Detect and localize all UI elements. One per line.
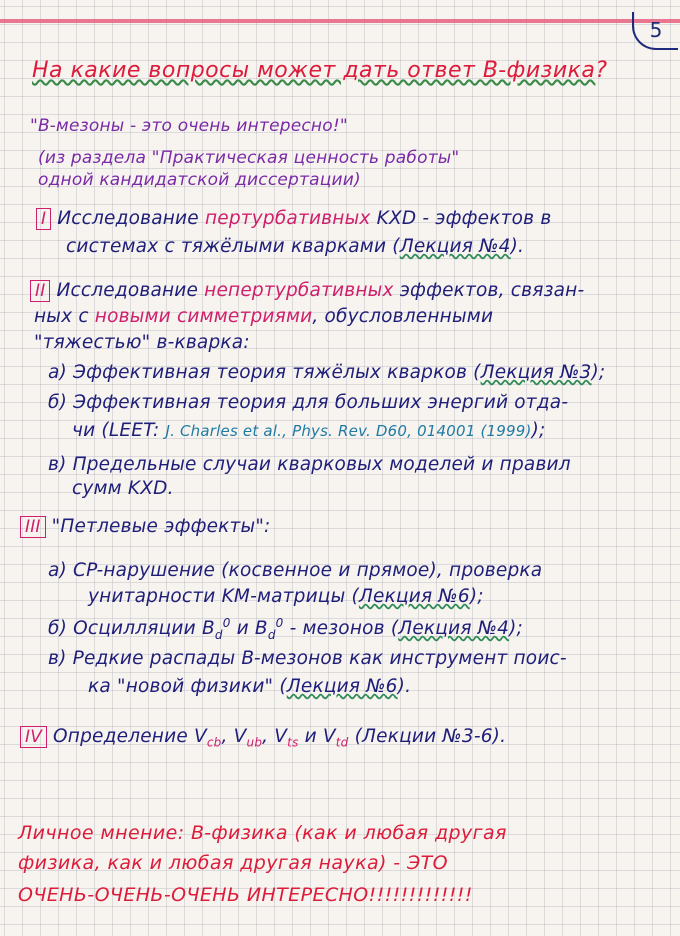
page-number: 5	[632, 12, 678, 50]
section4-sep-1: , V	[221, 726, 247, 747]
section2-line-3: "тяжестью" в-кварка:	[34, 332, 250, 353]
section2-item-a	[48, 362, 605, 383]
section4-sub-ts: ts	[287, 735, 299, 750]
section1-line-2	[66, 236, 524, 257]
title-part-1: На какие вопросы может дать ответ	[32, 58, 483, 83]
section2-item-b-line-2	[72, 420, 545, 441]
section2-text-d: ных с	[34, 306, 95, 327]
section2-text-e: , обусловленными	[312, 306, 494, 327]
section4-sub-td: td	[335, 735, 349, 750]
roman-numeral-4: IV	[20, 726, 47, 748]
section1-text-c: KXD - эффектов в	[370, 208, 552, 229]
section3-item-c-end: ).	[397, 676, 412, 697]
section3-item-a-text: унитарности KM-матрицы (	[88, 586, 359, 607]
section3-item-b-sub-1: d	[214, 627, 223, 642]
section3-item-a-line-2	[88, 586, 484, 607]
section1-text-d: системах с тяжёлыми кварками (	[66, 236, 400, 257]
section2-line-2	[34, 306, 493, 327]
final-line-2: физика, как и любая другая наука) - ЭТО	[18, 852, 448, 874]
final-line-3: ОЧЕНЬ-ОЧЕНЬ-ОЧЕНЬ ИНТЕРЕСНО!!!!!!!!!!!!!	[18, 884, 473, 906]
title-part-2: B-физика	[482, 58, 596, 83]
section3-heading-text: "Петлевые эффекты":	[51, 516, 271, 537]
section3-item-b-sub-2: d	[267, 627, 276, 642]
section2-citation: J. Charles et al., Phys. Rev. D60, 014001 (1999)	[165, 422, 532, 440]
section4-sep-3: и V	[298, 726, 336, 747]
section3-item-b-text-b: и B	[230, 618, 268, 640]
margin-line	[0, 19, 680, 23]
section1-highlight: пертурбативных	[204, 208, 371, 229]
quote-line-3: одной кандидатской диссертации)	[38, 170, 361, 190]
section4-text-b: (	[348, 726, 363, 747]
section3-item-a-end: );	[469, 586, 484, 607]
section3-item-a-line-1: а) CP-нарушение (косвенное и прямое), проверка	[48, 560, 543, 581]
section3-item-b-sup-2: 0	[275, 616, 284, 630]
quote-line-2: (из раздела "Практическая ценность работы"	[38, 148, 460, 168]
section3-item-a-ref: Лекция №6	[358, 586, 470, 607]
page-title	[32, 58, 608, 83]
section2-item-c-line-1: в) Предельные случаи кварковых моделей и правил	[48, 454, 571, 475]
title-part-3: ?	[595, 58, 608, 83]
section2-line-1	[30, 280, 584, 302]
final-line-1: Личное мнение: B-физика (как и любая другая	[18, 822, 507, 844]
section4-sub-cb: cb	[206, 735, 222, 750]
section2-text-a: Исследование	[56, 280, 205, 301]
section2-item-c-line-2: сумм KXD.	[72, 478, 174, 499]
section1-line-1	[36, 208, 551, 230]
section1-text-a: Исследование	[57, 208, 205, 229]
section3-item-b	[48, 616, 523, 642]
section2-item-a-ref: Лекция №3	[480, 362, 592, 383]
section2-item-a-text: а) Эффективная теория тяжёлых кварков (	[48, 362, 481, 383]
section3-item-b-end: );	[509, 618, 523, 640]
section2-item-a-end: );	[591, 362, 606, 383]
section4-sub-ub: ub	[246, 735, 263, 750]
roman-numeral-2: II	[30, 280, 50, 302]
section3-item-c-text: ка "новой физики" (	[88, 676, 287, 697]
section3-heading	[20, 516, 270, 538]
section3-item-b-sup-1: 0	[222, 616, 231, 630]
section3-item-c-line-2	[88, 676, 411, 697]
section3-item-b-text-a: б) Осцилляции B	[48, 618, 215, 640]
section4-ref: Лекции №3-6	[362, 726, 493, 747]
section2-highlight-1: непертурбативных	[204, 280, 394, 301]
section3-item-b-ref: Лекция №4	[398, 618, 510, 640]
section3-item-b-text-c: - мезонов (	[283, 618, 399, 640]
section4-end: ).	[492, 726, 507, 747]
section2-highlight-2: новыми симметриями	[94, 306, 313, 327]
section2-item-b-line-1: б) Эффективная теория для больших энергий отда-	[48, 392, 569, 413]
section3-item-c-line-1: в) Редкие распады B-мезонов как инструмент поис-	[48, 648, 567, 669]
quote-line-1: "B-мезоны - это очень интересно!"	[30, 116, 348, 136]
section2-item-b-end: );	[531, 420, 546, 441]
section2-item-b-text: чи (LEET:	[72, 420, 166, 441]
section4-text-a: Определение V	[53, 726, 207, 747]
section4-line	[20, 726, 506, 750]
section2-text-c: эффектов, связан-	[393, 280, 585, 301]
section1-text-e: ).	[510, 236, 525, 257]
roman-numeral-1: I	[36, 208, 51, 230]
section3-item-c-ref: Лекция №6	[286, 676, 398, 697]
roman-numeral-3: III	[20, 516, 46, 538]
section1-lecture-ref: Лекция №4	[399, 236, 511, 257]
section4-sep-2: , V	[262, 726, 288, 747]
